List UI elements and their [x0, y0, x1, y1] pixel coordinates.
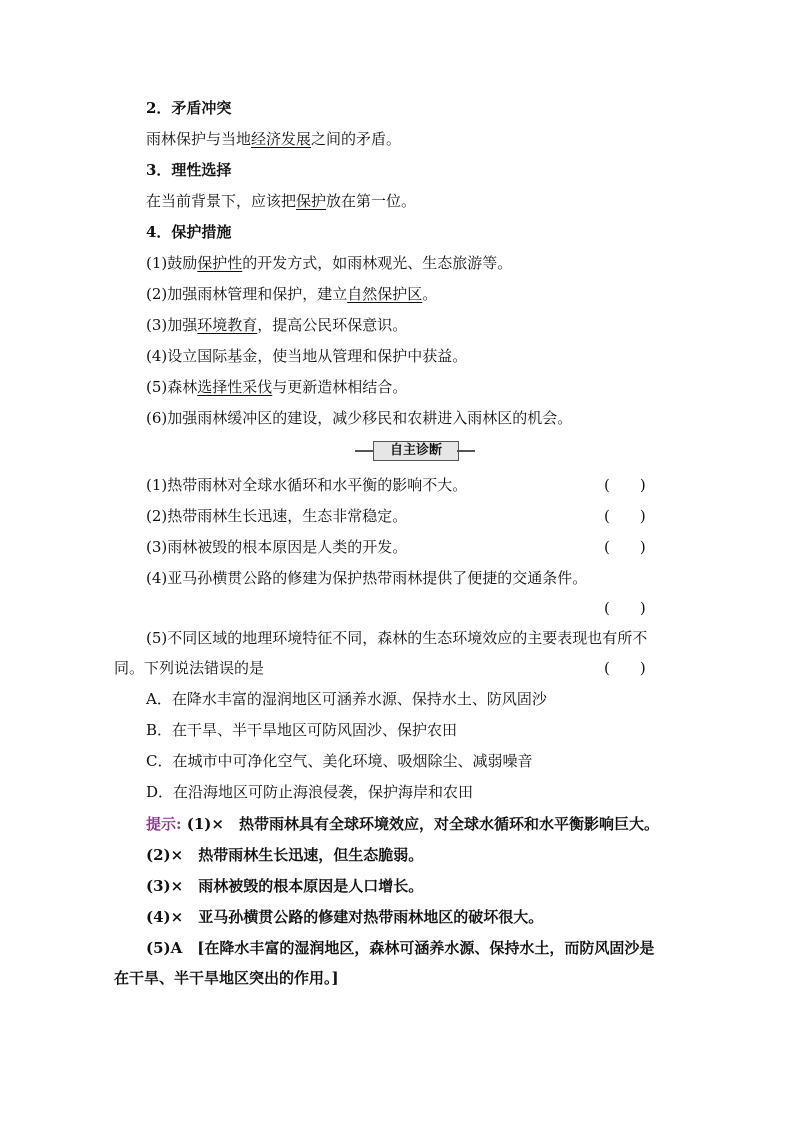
question-3: (3)雨林被毁的根本原因是人类的开发。 [146, 538, 408, 556]
text-segment: (5)森林 [146, 378, 198, 396]
section-2-title: 2．矛盾冲突 [146, 99, 232, 117]
text-segment: 与更新造林相结合。 [272, 378, 408, 396]
underlined-term: 环境教育 [197, 316, 258, 334]
underlined-term: 保护性 [197, 254, 243, 272]
measure-6: (6)加强雨林缓冲区的建设，减少移民和农耕进入雨林区的机会。 [146, 409, 573, 427]
banner-label: 自主诊断 [373, 441, 459, 461]
text-segment: ，提高公民环保意识。 [257, 316, 408, 334]
text-segment: 。 [422, 285, 438, 303]
hint-answer-3: (3)× 雨林被毁的根本原因是人口增长。 [146, 877, 424, 895]
hint-answer-5-line-2: 在干旱、半干旱地区突出的作用。] [114, 969, 339, 987]
option-c: C．在城市中可净化空气、美化环境、吸烟除尘、减弱噪音 [146, 752, 533, 770]
section-3-title: 3．理性选择 [146, 161, 232, 179]
option-a: A．在降水丰富的湿润地区可涵养水源、保持水土、防风固沙 [146, 690, 547, 708]
text-segment: 的开发方式，如雨林观光、生态旅游等。 [242, 254, 513, 272]
measure-3 [146, 315, 407, 335]
question-1: (1)热带雨林对全球水循环和水平衡的影响不大。 [146, 476, 468, 494]
measure-1 [146, 253, 512, 273]
measure-4: (4)设立国际基金，使当地从管理和保护中获益。 [146, 347, 468, 365]
hint-answer-1 [146, 814, 659, 834]
question-4: (4)亚马孙横贯公路的修建为保护热带雨林提供了便捷的交通条件。 [146, 569, 588, 587]
hint-label: 提示: [146, 815, 182, 833]
text-segment: (3)加强 [146, 316, 198, 334]
option-b: B．在干旱、半干旱地区可防风固沙、保护农田 [146, 721, 458, 739]
question-2: (2)热带雨林生长迅速，生态非常稳定。 [146, 507, 408, 525]
answer-blank-2: ( ) [604, 507, 646, 525]
text-segment: 放在第一位。 [326, 192, 417, 210]
self-diagnosis-banner [355, 441, 475, 461]
answer-blank-1: ( ) [604, 476, 646, 494]
measure-2 [146, 284, 437, 304]
banner-rule-right [457, 450, 475, 452]
question-5-line-2: 同。下列说法错误的是 [114, 659, 265, 677]
measure-5 [146, 377, 407, 397]
banner-rule-left [355, 450, 373, 452]
question-5-line-1: (5)不同区域的地理环境特征不同，森林的生态环境效应的主要表现也有所不 [146, 629, 648, 647]
answer-blank-5: ( ) [604, 659, 646, 677]
text-segment: 之间的矛盾。 [311, 130, 402, 148]
underlined-term: 自然保护区 [347, 285, 423, 303]
section-3-text [146, 191, 416, 211]
hint-answer-2: (2)× 热带雨林生长迅速，但生态脆弱。 [146, 846, 424, 864]
hint-answer-4: (4)× 亚马孙横贯公路的修建对热带雨林地区的破坏很大。 [146, 908, 544, 926]
section-4-title: 4．保护措施 [146, 223, 232, 241]
answer-blank-3: ( ) [604, 538, 646, 556]
underlined-term: 经济发展 [251, 130, 312, 148]
text-segment: (1)× 热带雨林具有全球环境效应，对全球水循环和水平衡影响巨大。 [181, 815, 659, 833]
answer-blank-4: ( ) [604, 599, 646, 617]
text-segment: (1)鼓励 [146, 254, 198, 272]
underlined-term: 保护 [296, 192, 327, 210]
hint-answer-5-line-1: (5)A [在降水丰富的湿润地区，森林可涵养水源、保持水土，而防风固沙是 [146, 939, 655, 957]
option-d: D．在沿海地区可防止海浪侵袭，保护海岸和农田 [146, 783, 474, 801]
underlined-term: 选择性采伐 [197, 378, 273, 396]
section-2-text [146, 129, 401, 149]
text-segment: 在当前背景下，应该把 [146, 192, 297, 210]
text-segment: (2)加强雨林管理和保护，建立 [146, 285, 348, 303]
text-segment: 雨林保护与当地 [146, 130, 252, 148]
